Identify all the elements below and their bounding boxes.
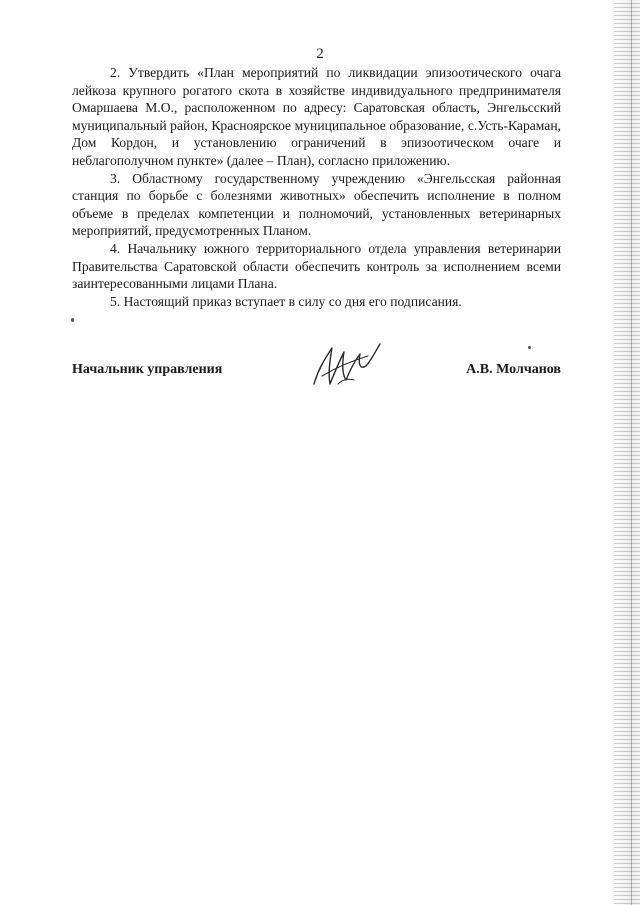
paragraph-3: 3. Областному государственному учреждению «Энгельсская районная станция по борьбе с болезнями животных» обеспечить исполнение в полном объеме в пределах компетенции и полномочий, установленных ветеринарных мероприятий, предусмотренных Планом. bbox=[72, 170, 561, 239]
document-body bbox=[72, 64, 561, 310]
scan-edge-artifact bbox=[614, 0, 640, 905]
scan-speck bbox=[528, 346, 531, 349]
scan-edge-line bbox=[631, 0, 632, 905]
signature-block bbox=[72, 362, 561, 402]
handwritten-signature bbox=[308, 340, 388, 390]
paragraph-2: 2. Утвердить «План мероприятий по ликвидации эпизоотического очага лейкоза крупного рогатого скота в хозяйстве индивидуального предпринимателя Омаршаева М.О., расположенном по адресу: Саратовская область, Энгельсский муниципальный район, Красноярское муниципальное образование, с.Усть-Караман, Дом Кордон, и установлению ограничений в эпизоотическом очаге и неблагополучном пункте» (далее – План), согласно приложению. bbox=[72, 65, 561, 168]
signatory-name: А.В. Молчанов bbox=[466, 362, 561, 377]
paragraph-4: 4. Начальнику южного территориального отдела управления ветеринарии Правительства Саратовской области обеспечить контроль за исполнением всеми заинтересованными лицами Плана. bbox=[72, 240, 561, 292]
scan-speck bbox=[71, 318, 74, 322]
page-number: 2 bbox=[316, 46, 324, 62]
signatory-title: Начальник управления bbox=[72, 362, 223, 377]
paragraph-5: 5. Настоящий приказ вступает в силу со дня его подписания. bbox=[110, 293, 462, 309]
